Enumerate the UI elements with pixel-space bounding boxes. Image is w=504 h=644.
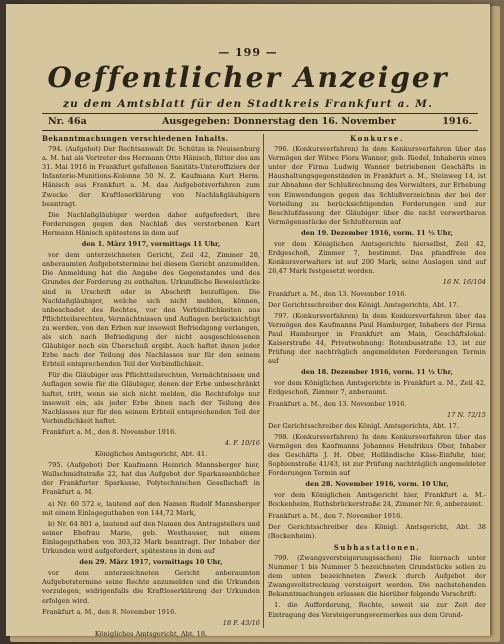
issue-info-row: [42, 115, 478, 129]
notice-795-a: a) Nr. 60 572 e, lautend auf den Namen Rudolf Mannsberger mit einem Einlageguthaben von 144,72 Mark,: [42, 499, 260, 517]
notice-796: 796. (Konkursverfahren) In dem Konkursverfahren über das Vermögen der Witwe Flora Wanner, geb. Riedel, Inhaberin eines unter der Firma Ludwig Wanner betriebenen Geschäfts in Haushaltungsgegenständen in Frankfurt a. M., Steinweg 14, ist zur Abnahme der Schlußrechnung des Verwalters, zur Erhebung von Einwendungen gegen das Schlußverzeichnis der bei der Verteilung zu berücksichtigenden Forderungen und zur Beschlußfassung der Gläubiger über die nicht verwertbaren Vermögensstücke der Schlußtermin auf: [268, 145, 486, 226]
issue-number: Nr. 46a: [48, 116, 87, 127]
notice-794-date: den 1. März 1917, vormittags 11 Uhr,: [81, 240, 221, 249]
article-columns: [42, 134, 486, 638]
notice-798-date: den 28. November 1916, vorm. 10 Uhr,: [305, 480, 449, 489]
left-column-heading: Bekanntmachungen verschiedenen Inhalts.: [42, 134, 229, 143]
notice-794-ref: 4. F. 10/16: [224, 439, 260, 447]
notice-794-body-2: Für die Gläubiger aus Pflichtteilsrechten, Vermächtnissen und Auflagen sowie für die Gläubiger, denen der Erbe unbeschränkt haftet, tritt, wenn sie sich nicht melden, die Rechtsfolge nur insoweit ein, als jeder Erbe ihnen nach der Teilung des Nachlasses nur für den seinem Erbteil entsprechenden Teil der Verbindlichkeit haftet.: [42, 371, 260, 425]
top-rule: [42, 113, 478, 114]
section-heading-subhastationen: Subhastationen.: [333, 542, 421, 552]
notice-795-place: Frankfurt a. M., den 8. November 1916.: [42, 607, 177, 616]
masthead-title: Oeffentlicher Anzeiger: [47, 61, 449, 94]
section-heading-konkurse: Konkurse.: [350, 134, 404, 143]
notice-798-body: vor dem Königlichen Amtsgericht hier, Frankfurt a. M.-Bockenheim, Ruthsbrückerstraße 24, Zimmer Nr. 6, anberaumt.: [268, 491, 486, 509]
notice-796-body: vor dem Königlichen Amtsgerichte hierselbst, Zeil 42, Erdgeschoß, Zimmer 7, bestimmt. Das pfandfreie des Konkursverwalters ist auf 200 Mark, seine Auslagen sind auf 26,47 Mark festgesetzt worden.: [268, 240, 486, 276]
issue-date: Ausgegeben: Donnerstag den 16. November: [162, 116, 396, 127]
notice-796-place: Frankfurt a. M., den 13. November 1916.: [268, 289, 407, 298]
issue-year: 1916.: [442, 116, 472, 127]
notice-794-court: Königliches Amtsgericht, Abt. 41.: [94, 450, 208, 459]
notice-798-court: Der Gerichtsschreiber des Königl. Amtsgericht, Abt. 38 (Bockenheim).: [268, 522, 486, 540]
notice-796-ref: 16 N. 16/104: [442, 278, 486, 287]
notice-794-text: Die Nachlaßgläubiger werden daher aufgefordert, ihre Forderungen gegen den Nachlaß des verstorbenen Kurt Hermann Hänisch spätestens in dem auf: [42, 210, 260, 237]
notice-795-court: Königliches Amtsgericht, Abt. 18.: [94, 629, 208, 638]
notice-795-ref: 18 F. 43/16: [222, 618, 260, 627]
notice-797-court: Der Gerichtsschreiber des Königl. Amtsgerichts, Abt. 17.: [268, 421, 459, 430]
newspaper-page: [6, 4, 490, 636]
notice-795-date: den 29. März 1917, vormittags 10 Uhr,: [79, 558, 223, 567]
bottom-rule: [42, 130, 478, 131]
notice-796-date: den 19. Dezember 1916, vorm. 11 ½ Uhr,: [301, 228, 453, 237]
left-column: [42, 134, 260, 638]
notice-798: 798. (Konkursverfahren) In dem Konkursverfahren über das Vermögen des Kaufmanns Johannes Hendrikus Ober, Inhaber des Geschäfts J. H. Ober, Holländische Käse-Einfuhr, hier, Sophienstraße 41/43, ist zur Prüfung nachträglich angemeldeter Forderungen Termin auf: [268, 432, 486, 478]
notice-795-body: vor dem unterzeichneten Gericht anberaumten Aufgebotstermine seine Rechte anzumelden und die Urkunden vorzulegen, widrigenfalls die Kraftloserklärung der Urkunden erfolgen wird.: [42, 569, 260, 605]
notice-797-date: den 18. Dezember 1916, vorm. 11 ½ Uhr,: [301, 368, 453, 377]
notice-796-court: Der Gerichtsschreiber des Königl. Amtsgerichts, Abt. 17.: [268, 300, 459, 309]
notice-797-body: vor dem Königlichen Amtsgerichte in Frankfurt a. M., Zeil 42, Erdgeschoß, Zimmer 7, anberaumt.: [268, 379, 486, 397]
notice-795-b: b) Nr. 64 801 a, lautend auf den Namen des Antragstellers und seiner Ehefrau Marie, geb. Westhauser, mit einem Einlageguthaben von 303,32 Mark beantragt. Der Inhaber der Urkunden wird aufgefordert, spätestens in dem auf: [42, 519, 260, 556]
notice-797-ref: 17 N. 72/15: [446, 410, 486, 419]
notice-795: 795. (Aufgebot) Der Kaufmann Heinrich Mannsberger hier, Wallschmidtstraße 22, hat das Aufgebot der Sparkassenbücher der Frankfurter Sparkasse, Polytechnischen Gesellschaft in Frankfurt a. M.: [42, 461, 260, 497]
notice-797: 797. (Konkursverfahren) In dem Konkursverfahren über das Vermögen des Kaufmanns Paul Hamburger, Inhabers der Firma Paul Hamburger in Frankfurt am Main, Geschäftslokal: Kaiserstraße 44, Privatwohnung: Rotenbusstraße 13, ist zur Prüfung der nachträglich angemeldeten Forderungen Termin auf: [268, 311, 486, 366]
notice-794: 794. (Aufgebot) Der Rechtsanwalt Dr. Schütze in Neuisenburg a. M. hat als Vertreter des Hermann Otto Hänisch, Ritter des am 31. Mai 1916 in Frankfurt gefallenen Sanitäts-Unteroffiziers der Infanterie-Munitions-Kolonne 50 N. Z. Kaufmann Kurt Herm. Hänisch aus Frankfurt a. M. das Aufgebotsverfahren zum Zwecke der Kraftloserklärung von Nachlaßgläubigern beantragt.: [42, 145, 260, 208]
notice-799-item-1: 1. die Aufforderung, Rechte, soweit sie zur Zeit der Eintragung des Versteigerungsvermerkes aus dem Grund-: [268, 601, 486, 619]
masthead-subtitle: zu dem Amtsblatt für den Stadtkreis Frankfurt a. M.: [63, 98, 433, 110]
column-divider: [263, 134, 264, 628]
right-column: [268, 134, 486, 628]
notice-799: 799. (Zwangsversteigerungssachen) Die hiernach unter Nummer 1 bis Nummer 5 bezeichneten Grundstücke sollen zu dem unten bezeichneten Zweck durch Aufgebot der Zwangsvollstreckung versteigert werden. Die nachstehenden Bekanntmachungen erlassen die hierüber folgende Vorschrift:: [268, 553, 486, 599]
notice-798-place: Frankfurt a. M., den 7. November 1916.: [268, 511, 403, 520]
notice-794-body: vor dem unterzeichneten Gericht, Zeil 42, Zimmer 28, anberaumten Aufgebotstermine bei diesem Gericht anzumelden. Die Anmeldung hat die Angabe des Gegenstandes und des Grundes der Forderung zu enthalten. Urkundliche Beweisstücke sind in Urschrift oder in Abschrift beizufügen. Die Nachlaßgläubiger, welche sich nicht melden, können, unbeschadet des Rechtes, vor den Verbindlichkeiten aus Pflichtteilsrechten, Vermächtnissen und Auflagen berücksichtigt zu werden, von den Erben nur insoweit Befriedigung verlangen, als sich nach Befriedigung der nicht ausgeschlossenen Gläubiger noch ein Überschuß ergibt. Auch haftet ihnen jeder Erbe nach der Teilung des Nachlasses nur für den seinem Erbteil entsprechenden Teil der Verbindlichkeit.: [42, 251, 260, 369]
page-number: — 199 —: [218, 46, 278, 59]
notice-797-place: Frankfurt a. M., den 13. November 1916.: [268, 399, 407, 408]
notice-794-place: Frankfurt a. M., den 8. November 1916.: [42, 427, 177, 436]
